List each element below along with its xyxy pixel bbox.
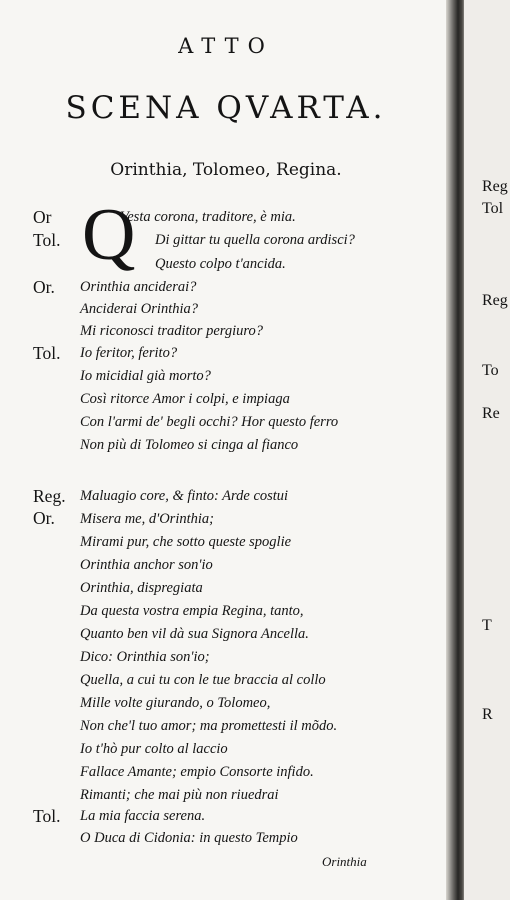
verse-line: Fallace Amante; empio Consorte infido. [80,764,314,780]
verse-line: Mille volte giurando, o Tolomeo, [80,695,271,711]
facing-speaker: To [482,362,499,379]
verse-line: Io t'hò pur colto al laccio [80,741,228,757]
verse-line: Rimanti; che mai più non riuedrai [80,787,279,803]
verse-line: Vesta corona, traditore, è mia. [120,209,296,225]
speaker-label: Or [33,207,52,227]
scene-heading: SCENA QVARTA. [65,90,387,126]
verse-line: Quella, a cui tu con le tue braccia al collo [80,672,326,688]
speaker-label: Tol. [33,806,61,826]
speaker-label: Tol. [33,343,61,363]
facing-speaker: Tol [482,200,504,217]
verse-line: Non che'l tuo amor; ma promettesti il mõdo. [80,718,338,734]
drop-cap: Q [82,194,136,276]
verse-line: Io micidial già morto? [80,368,211,384]
verse-line: Da questa vostra empia Regina, tanto, [80,603,304,619]
verse-line: Con l'armi de' begli occhi? Hor questo ferro [80,414,339,430]
facing-speaker: Re [482,405,500,422]
verse-line: Maluagio core, & finto: Arde costui [80,488,289,504]
verse-line: Anciderai Orinthia? [80,301,199,317]
verse-line: O Duca di Cidonia: in questo Tempio [80,830,298,846]
speaker-label: Or. [33,277,55,297]
verse-line: Così ritorce Amor i colpi, e impiaga [80,391,290,407]
cast-list: Orinthia, Tolomeo, Regina. [110,160,342,180]
facing-speaker: R [482,706,493,723]
verse-line: La mia faccia serena. [80,808,206,824]
catchword: Orinthia [322,854,367,869]
verse-line: Orinthia anchor son'io [80,557,213,573]
act-heading: ATTO [178,34,274,58]
facing-speaker: Reg [482,292,508,309]
verse-line: Misera me, d'Orinthia; [80,511,214,527]
verse-line: Mi riconosci traditor pergiuro? [80,323,263,339]
speaker-label: Reg. [33,486,66,506]
facing-speaker: T [482,617,492,634]
verse-line: Io feritor, ferito? [80,345,178,361]
verse-line: Orinthia anciderai? [80,279,197,295]
verse-line: Orinthia, dispregiata [80,580,203,596]
verse-line: Mirami pur, che sotto queste spoglie [80,534,292,550]
book-gutter [446,0,466,900]
verse-line: Quanto ben vil dà sua Signora Ancella. [80,626,309,642]
verse-line: Dico: Orinthia son'io; [80,649,210,665]
speaker-label: Or. [33,508,55,528]
verse-line: Di gittar tu quella corona ardisci? [155,232,355,248]
speaker-label: Tol. [33,230,61,250]
verse-line: Non più di Tolomeo si cinga al fianco [80,437,299,453]
facing-page [464,0,510,900]
facing-speaker: Reg [482,178,508,195]
verse-line: Questo colpo t'ancida. [155,256,286,272]
